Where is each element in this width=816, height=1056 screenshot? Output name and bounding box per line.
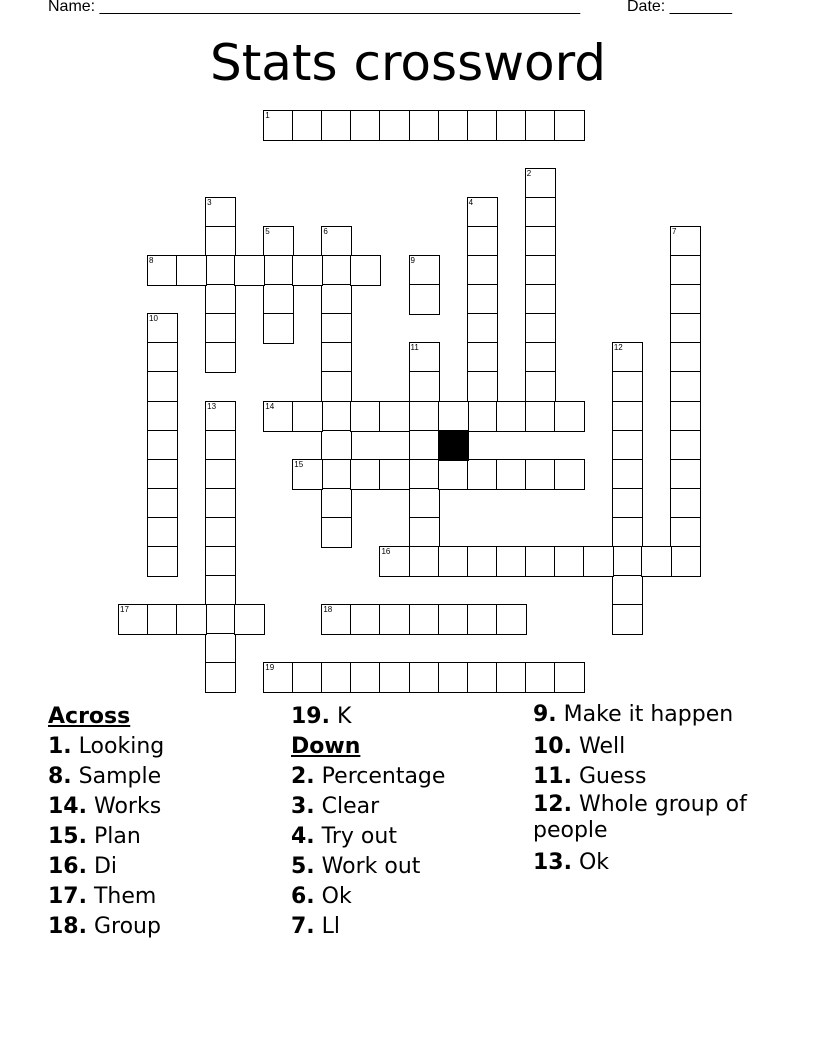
date-field[interactable]: Date: _______ [627, 0, 732, 15]
grid-cell[interactable] [670, 488, 701, 519]
grid-cell[interactable] [670, 313, 701, 344]
clue-down-12: 12. Whole group of people [533, 792, 747, 843]
grid-cell[interactable] [612, 371, 643, 402]
grid-cell[interactable] [379, 401, 410, 432]
grid-cell[interactable] [176, 604, 207, 635]
clue-across-16: 16. Di [48, 854, 118, 879]
grid-cell[interactable] [263, 255, 294, 286]
grid-cell[interactable] [467, 662, 498, 693]
grid-cell[interactable] [205, 342, 236, 373]
grid-cell[interactable] [147, 604, 178, 635]
grid-cell[interactable] [554, 401, 585, 432]
grid-cell[interactable] [321, 488, 352, 519]
grid-cell[interactable] [467, 371, 498, 402]
grid-cell[interactable] [467, 459, 498, 490]
grid-cell[interactable] [205, 633, 236, 664]
grid-cell[interactable] [205, 517, 236, 548]
grid-cell[interactable] [350, 459, 381, 490]
clue-number: 3 [207, 198, 212, 208]
grid-cell[interactable] [321, 459, 352, 490]
grid-cell[interactable] [263, 110, 294, 141]
grid-cell[interactable] [496, 401, 527, 432]
clue-across-19: 19. K [291, 704, 352, 729]
grid-cell[interactable] [467, 401, 498, 432]
grid-cell[interactable] [670, 342, 701, 373]
grid-cell[interactable] [147, 459, 178, 490]
grid-cell[interactable] [147, 401, 178, 432]
clue-down-10: 10. Well [533, 734, 626, 759]
grid-cell[interactable] [612, 342, 643, 373]
grid-cell[interactable] [554, 662, 585, 693]
grid-cell[interactable] [467, 313, 498, 344]
grid-cell[interactable] [205, 401, 236, 432]
grid-cell[interactable] [263, 662, 294, 693]
clue-across-18: 18. Group [48, 914, 161, 939]
clue-number: 2 [526, 169, 532, 179]
grid-cell[interactable] [438, 604, 469, 635]
clue-number: 13 [207, 401, 217, 411]
grid-cell[interactable] [321, 401, 352, 432]
grid-cell[interactable] [409, 459, 440, 490]
grid-cell[interactable] [263, 284, 294, 315]
grid-cell[interactable] [496, 110, 527, 141]
grid-cell[interactable] [554, 459, 585, 490]
grid-cell[interactable] [612, 575, 643, 606]
grid-cell[interactable] [670, 284, 701, 315]
clue-across-15: 15. Plan [48, 824, 141, 849]
clue-across-1: 1. Looking [48, 734, 165, 759]
grid-cell[interactable] [525, 459, 556, 490]
grid-cell[interactable] [438, 662, 469, 693]
grid-cell[interactable] [409, 662, 440, 693]
clue-down-7: 7. Ll [291, 914, 341, 939]
grid-cell[interactable] [612, 459, 643, 490]
grid-cell[interactable] [438, 459, 469, 490]
grid-cell[interactable] [321, 110, 352, 141]
clue-number: 8 [149, 256, 154, 266]
grid-cell[interactable] [583, 546, 614, 577]
grid-cell[interactable] [409, 517, 440, 548]
grid-cell[interactable] [263, 226, 294, 257]
clue-down-5: 5. Work out [291, 854, 421, 879]
grid-cell[interactable] [525, 284, 556, 315]
grid-cell[interactable] [525, 226, 556, 257]
grid-cell[interactable] [525, 662, 556, 693]
grid-cell[interactable] [525, 371, 556, 402]
grid-cell[interactable] [321, 255, 352, 286]
grid-cell[interactable] [205, 313, 236, 344]
clue-number: 12 [613, 343, 623, 353]
grid-cell[interactable] [467, 284, 498, 315]
grid-cell[interactable] [670, 371, 701, 402]
grid-cell[interactable] [350, 401, 381, 432]
grid-cell[interactable] [350, 662, 381, 693]
grid-cell[interactable] [147, 342, 178, 373]
clue-number: 1 [265, 111, 270, 120]
grid-cell[interactable] [379, 546, 410, 577]
grid-cell[interactable] [379, 110, 410, 141]
grid-cell[interactable] [205, 604, 236, 635]
grid-cell[interactable] [525, 342, 556, 373]
clue-down-3: 3. Clear [291, 794, 380, 819]
grid-cell[interactable] [409, 255, 440, 286]
grid-cell[interactable] [379, 604, 410, 635]
grid-cell[interactable] [467, 342, 498, 373]
clue-down-13: 13. Ok [533, 850, 610, 875]
grid-cell[interactable] [409, 430, 440, 461]
grid-cell[interactable] [350, 604, 381, 635]
clue-number: 5 [265, 227, 270, 237]
grid-cell[interactable] [612, 430, 643, 461]
grid-cell[interactable] [467, 197, 498, 228]
grid-cell[interactable] [379, 459, 410, 490]
grid-cell[interactable] [321, 430, 352, 461]
clue-number: 19 [265, 662, 275, 672]
grid-cell[interactable] [379, 662, 410, 693]
grid-cell[interactable] [612, 517, 643, 548]
grid-cell[interactable] [350, 110, 381, 141]
grid-cell[interactable] [525, 546, 556, 577]
grid-cell[interactable] [525, 313, 556, 344]
clue-across-17: 17. Them [48, 884, 157, 909]
down-heading: Down [291, 734, 361, 759]
grid-cell[interactable] [409, 488, 440, 519]
grid-cell[interactable] [554, 110, 585, 141]
grid-cell[interactable] [321, 313, 352, 344]
grid-cell[interactable] [670, 459, 701, 490]
clue-number: 18 [323, 604, 333, 614]
grid-cell[interactable] [350, 255, 381, 286]
clue-down-6: 6. Ok [291, 884, 352, 909]
grid-cell[interactable] [670, 430, 701, 461]
grid-cell[interactable] [263, 401, 294, 432]
grid-cell[interactable] [554, 546, 585, 577]
grid-cell[interactable] [409, 604, 440, 635]
grid-cell[interactable] [467, 604, 498, 635]
grid-cell[interactable] [467, 226, 498, 257]
clue-across-8: 8. Sample [48, 764, 162, 789]
across-heading: Across [48, 704, 131, 729]
grid-cell[interactable] [670, 401, 701, 432]
grid-cell[interactable] [525, 168, 556, 199]
clue-down-2: 2. Percentage [291, 764, 446, 789]
grid-cell[interactable] [612, 401, 643, 432]
clues-column-3 [533, 702, 773, 878]
grid-cell[interactable] [409, 371, 440, 402]
black-cell [438, 430, 469, 461]
clue-number: 6 [323, 227, 328, 237]
grid-cell[interactable] [321, 371, 352, 402]
grid-cell[interactable] [641, 546, 672, 577]
grid-cell[interactable] [409, 342, 440, 373]
grid-cell[interactable] [292, 459, 323, 490]
grid-cell[interactable] [205, 255, 236, 286]
clue-down-9: 9. Make it happen [533, 702, 734, 727]
clue-number: 16 [381, 546, 391, 556]
grid-cell[interactable] [147, 313, 178, 344]
grid-cell[interactable] [176, 255, 207, 286]
grid-cell[interactable] [205, 430, 236, 461]
grid-cell[interactable] [496, 459, 527, 490]
grid-cell[interactable] [205, 546, 236, 577]
clue-number: 9 [410, 256, 415, 266]
grid-cell[interactable] [263, 313, 294, 344]
clue-down-4: 4. Try out [291, 824, 397, 849]
grid-cell[interactable] [409, 401, 440, 432]
grid-cell[interactable] [670, 255, 701, 286]
clue-down-11: 11. Guess [533, 764, 647, 789]
grid-cell[interactable] [496, 604, 527, 635]
grid-cell[interactable] [409, 284, 440, 315]
clue-number: 15 [294, 459, 304, 469]
clue-number: 4 [468, 198, 474, 208]
clues-column-1 [48, 702, 278, 942]
grid-cell[interactable] [438, 110, 469, 141]
grid-cell[interactable] [321, 284, 352, 315]
grid-cell[interactable] [205, 488, 236, 519]
grid-cell[interactable] [234, 255, 265, 286]
grid-cell[interactable] [321, 662, 352, 693]
grid-cell[interactable] [234, 604, 265, 635]
clue-number: 11 [410, 343, 419, 353]
grid-cell[interactable] [321, 226, 352, 257]
grid-cell[interactable] [147, 517, 178, 548]
grid-cell[interactable] [205, 575, 236, 606]
grid-cell[interactable] [321, 604, 352, 635]
grid-cell[interactable] [525, 255, 556, 286]
clue-across-14: 14. Works [48, 794, 162, 819]
grid-cell[interactable] [467, 546, 498, 577]
grid-cell[interactable] [205, 284, 236, 315]
grid-cell[interactable] [525, 197, 556, 228]
grid-cell[interactable] [467, 110, 498, 141]
grid-cell[interactable] [612, 488, 643, 519]
grid-cell[interactable] [147, 371, 178, 402]
grid-cell[interactable] [321, 517, 352, 548]
grid-cell[interactable] [612, 604, 643, 635]
grid-cell[interactable] [292, 401, 323, 432]
grid-cell[interactable] [525, 401, 556, 432]
grid-cell[interactable] [147, 255, 178, 286]
grid-cell[interactable] [496, 662, 527, 693]
grid-cell[interactable] [205, 662, 236, 693]
clues-column-2 [291, 702, 521, 942]
grid-cell[interactable] [670, 517, 701, 548]
grid-cell[interactable] [292, 110, 323, 141]
grid-cell[interactable] [670, 546, 701, 577]
name-field[interactable]: Name: ______________________________________________________ [48, 0, 581, 15]
grid-cell[interactable] [321, 342, 352, 373]
grid-cell[interactable] [147, 488, 178, 519]
grid-cell[interactable] [147, 546, 178, 577]
grid-cell[interactable] [292, 662, 323, 693]
grid-cell[interactable] [147, 430, 178, 461]
grid-cell[interactable] [292, 255, 323, 286]
grid-cell[interactable] [467, 255, 498, 286]
grid-cell[interactable] [525, 110, 556, 141]
grid-cell[interactable] [409, 546, 440, 577]
grid-cell[interactable] [205, 226, 236, 257]
grid-cell[interactable] [205, 197, 236, 228]
page-title: Stats crossword [209, 34, 607, 92]
clue-number: 7 [671, 227, 677, 237]
grid-cell[interactable] [496, 546, 527, 577]
clue-number: 10 [149, 314, 158, 324]
grid-cell[interactable] [670, 226, 701, 257]
grid-cell[interactable] [438, 546, 469, 577]
grid-cell[interactable] [205, 459, 236, 490]
grid-cell[interactable] [409, 110, 440, 141]
clue-number: 17 [120, 604, 129, 614]
grid-cell[interactable] [612, 546, 643, 577]
clue-number: 14 [265, 401, 275, 411]
grid-cell[interactable] [438, 401, 469, 432]
grid-cell[interactable] [118, 604, 149, 635]
